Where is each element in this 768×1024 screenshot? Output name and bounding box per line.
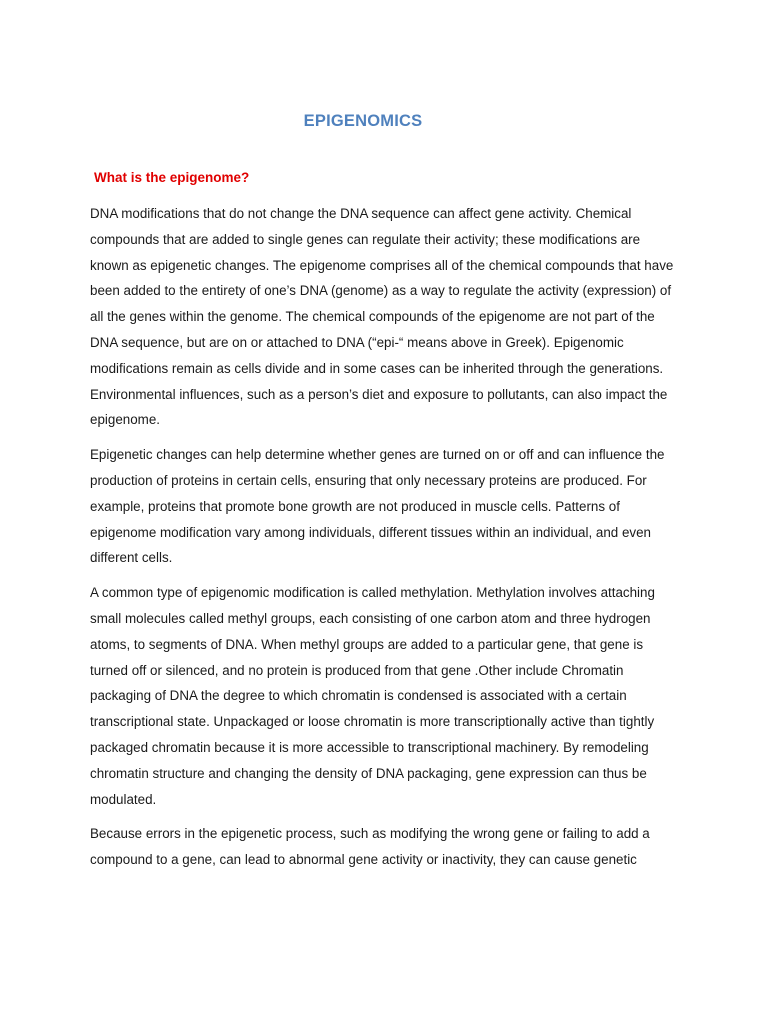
paragraph-1: DNA modifications that do not change the DNA sequence can affect gene activity. Chemical compounds that are added to single genes can regulate their activity; these modifications are known as epigenetic changes. The epigenome comprises all of the chemical compounds that have been added to the entirety of one’s DNA (genome) as a way to regulate the activity (expression) of all the genes within the genome. The chemical compounds of the epigenome are not part of the DNA sequence, but are on or attached to DNA (“epi-“ means above in Greek). Epigenomic modifications remain as cells divide and in some cases can be inherited through the generations. Environmental influences, such as a person’s diet and exposure to pollutants, can also impact the epigenome. (90, 206, 674, 428)
document-title: EPIGENOMICS (303, 112, 423, 130)
document-body (90, 201, 682, 882)
section-heading: What is the epigenome? (94, 170, 250, 185)
paragraph-4: Because errors in the epigenetic process, such as modifying the wrong gene or failing to add a compound to a gene, can lead to abnormal gene activity or inactivity, they can cause genetic (90, 826, 650, 868)
paragraph-3: A common type of epigenomic modification is called methylation. Methylation involves attaching small molecules called methyl groups, each consisting of one carbon atom and three hydrogen atoms, to segments of DNA. When methyl groups are added to a particular gene, that gene is turned off or silenced, and no protein is produced from that gene .Other include Chromatin packaging of DNA the degree to which chromatin is condensed is associated with a certain transcriptional state. Unpackaged or loose chromatin is more transcriptionally active than tightly packaged chromatin because it is more accessible to transcriptional machinery. By remodeling chromatin structure and changing the density of DNA packaging, gene expression can thus be modulated. (90, 585, 655, 807)
paragraph-2: Epigenetic changes can help determine whether genes are turned on or off and can influence the production of proteins in certain cells, ensuring that only necessary proteins are produced. For example, proteins that promote bone growth are not produced in muscle cells. Patterns of epigenome modification vary among individuals, different tissues within an individual, and even different cells. (90, 447, 665, 566)
